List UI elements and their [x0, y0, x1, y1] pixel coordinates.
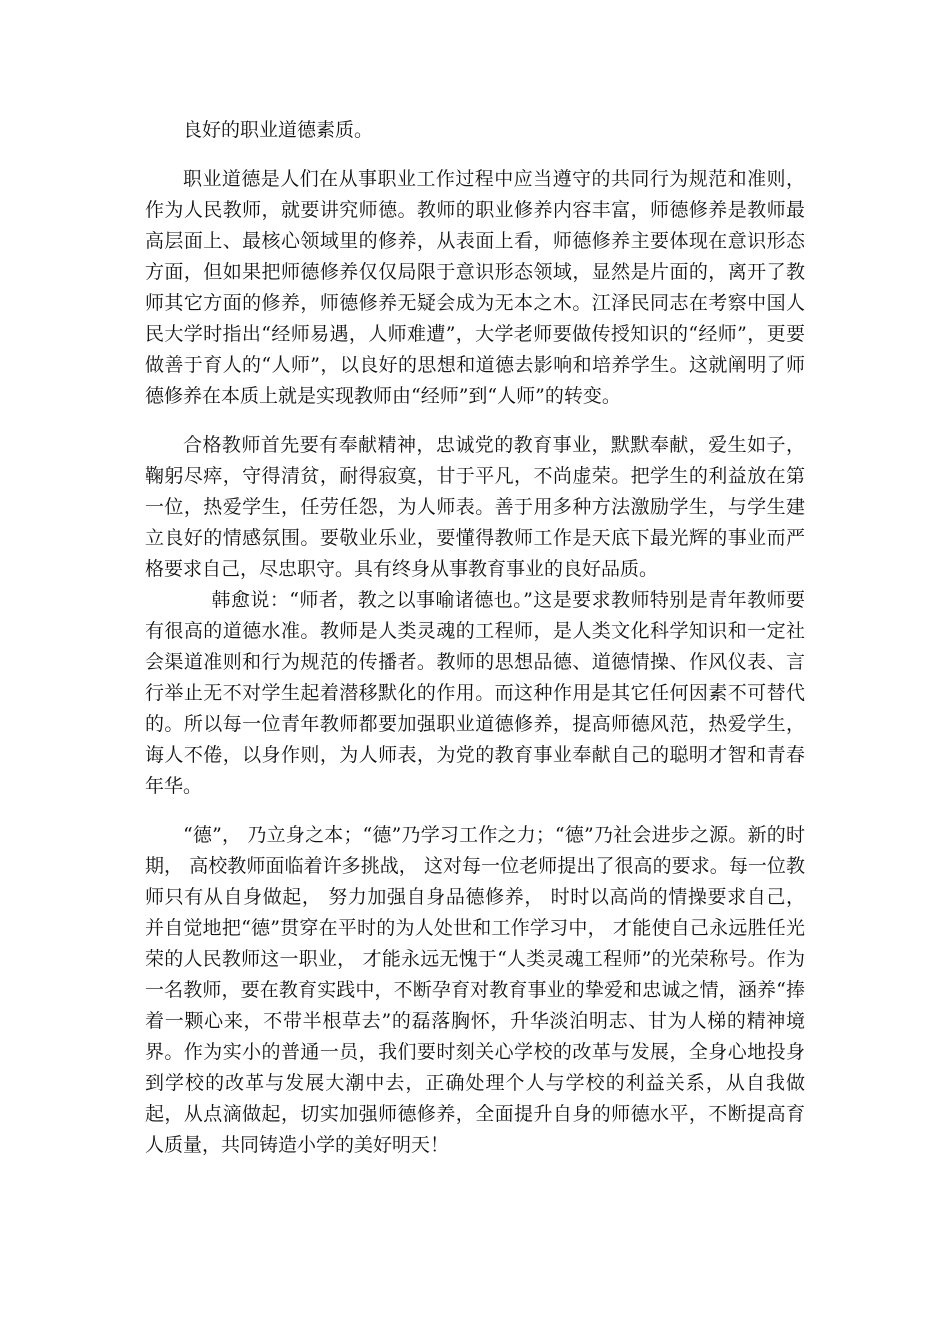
paragraph-han-yu: 韩愈说：“师者，教之以事喻诸德也。”这是要求教师特别是青年教师要有很高的道德水准。教师是人类灵魂的工程师，是人类文化科学知识和一定社会渠道准则和行为规范的传播者。教师的思想品德、道德情操、作风仪表、言行举止无不对学生起着潜移默化的作用。而这种作用是其它任何因素不可替代的。所以每一位青年教师都要加强职业道德修养，提高师德风范，热爱学生，诲人不倦，以身作则，为人师表，为党的教育事业奉献自己的聪明才智和青春年华。	[145, 589, 805, 797]
paragraph-gap	[145, 412, 805, 430]
paragraph-continued: 良好的职业道德素质。	[183, 119, 374, 141]
paragraph-qualified-teacher: 合格教师首先要有奉献精神，忠诚党的教育事业，默默奉献，爱生如子，鞠躬尽瘁，守得清贫，耐得寂寞，甘于平凡，不尚虚荣。把学生的利益放在第一位，热爱学生，任劳任怨，为人师表。善于用多种方法激励学生，与学生建立良好的情感氛围。要敬业乐业，要懂得教师工作是天底下最光辉的事业而严格要求自己，尽忠职守。具有终身从事教育事业的良好品质。	[145, 434, 805, 580]
paragraph-gap	[145, 802, 805, 820]
paragraph-professional-ethics: 职业道德是人们在从事职业工作过程中应当遵守的共同行为规范和准则，作为人民教师，就要讲究师德。教师的职业修养内容丰富，师德修养是教师最高层面上、最核心领域里的修养，从表面上看，师德修养主要体现在意识形态方面，但如果把师德修养仅仅局限于意识形态领域，显然是片面的，离开了教师其它方面的修养，师德修养无疑会成为无本之木。江泽民同志在考察中国人民大学时指出“经师易遇，人师难遭”，大学老师要做传授知识的“经师”，更要做善于育人的“人师”，以良好的思想和道德去影响和培养学生。这就阐明了师德修养在本质上就是实现教师由“经师”到“人师”的转变。	[145, 168, 805, 407]
paragraph-virtue: “德”， 乃立身之本；“德”乃学习工作之力；“德”乃社会进步之源。新的时期， 高校教师面临着许多挑战， 这对每一位老师提出了很高的要求。每一位教师只有从自身做起， 努力加强自身品德修养， 时时以高尚的情操要求自己， 并自觉地把“德”贯穿在平时的为人处世和工作学习中， 才能使自己永远胜任光荣的人民教师这一职业， 才能永远无愧于“人类灵魂工程师”的光荣称号。作为一名教师，要在教育实践中，不断孕育对教育事业的挚爱和忠诚之情，涵养“捧着一颗心来，不带半根草去”的磊落胸怀，升华淡泊明志、甘为人梯的精神境界。作为实小的普通一员，我们要时刻关心学校的改革与发展，全身心地投身到学校的改革与发展大潮中去，正确处理个人与学校的利益关系，从自我做起，从点滴做起，切实加强师德修养，全面提升自身的师德水平，不断提高育人质量，共同铸造小学的美好明天！	[145, 824, 805, 1156]
document-body	[145, 115, 805, 1161]
paragraph-gap	[145, 146, 805, 164]
